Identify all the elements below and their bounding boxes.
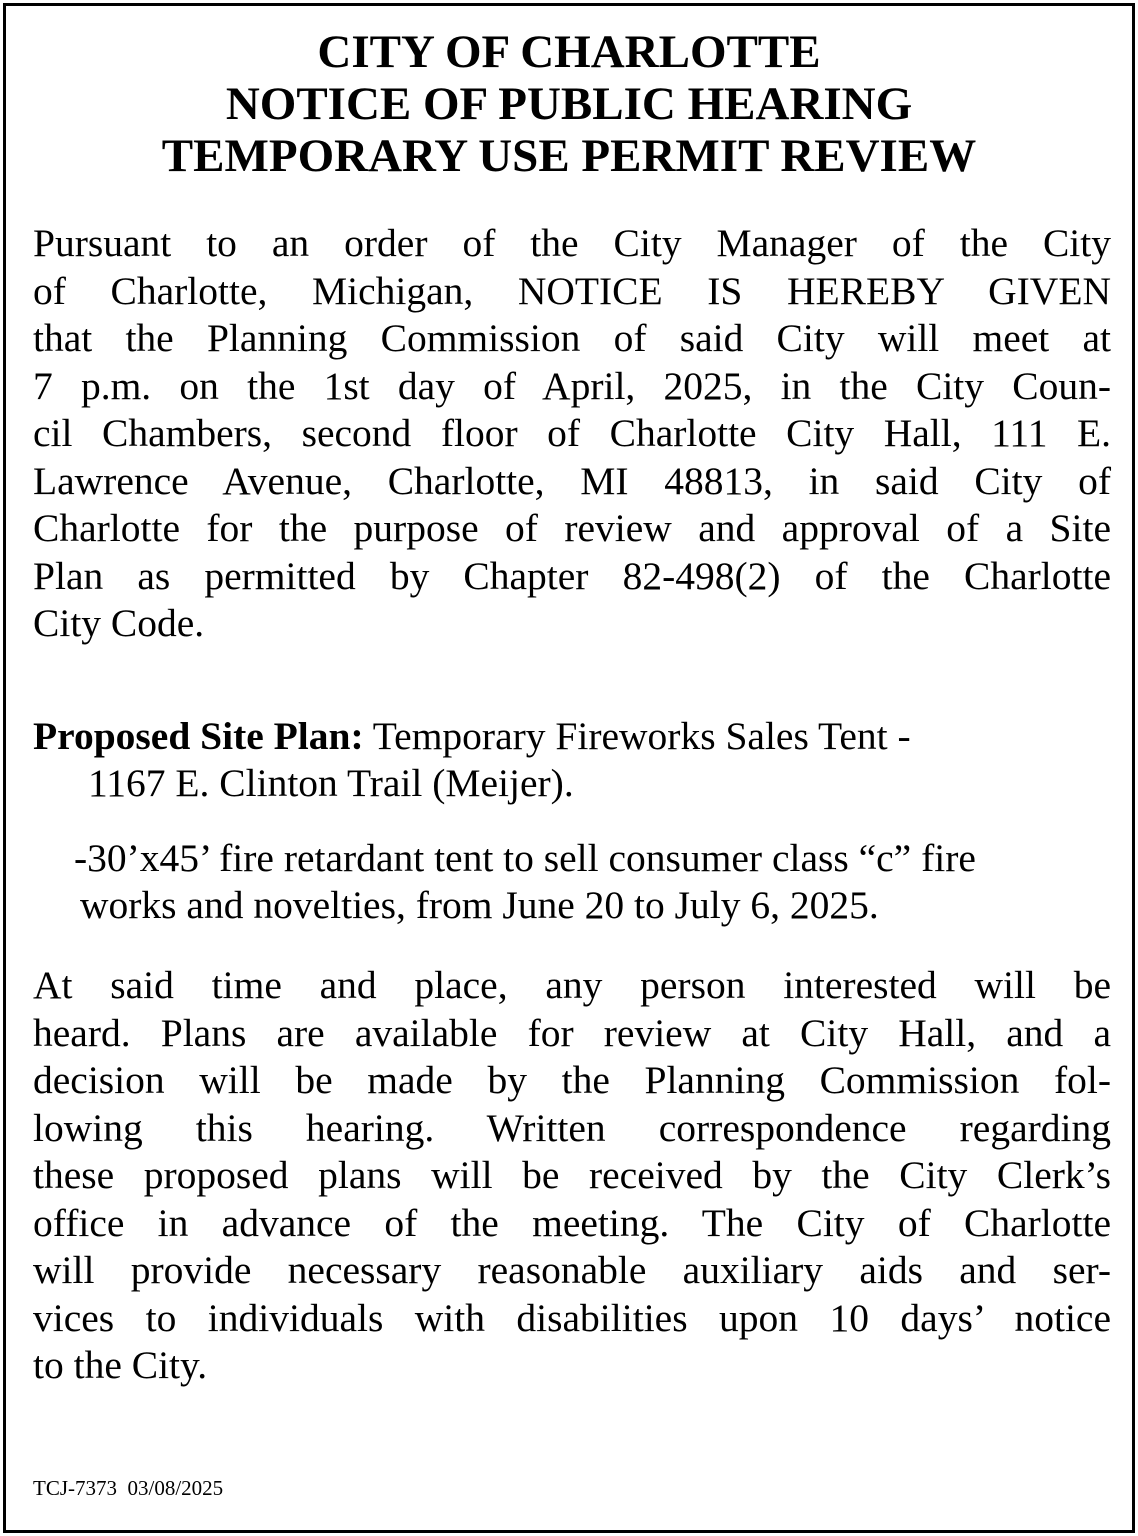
intro-line: Plan as permitted by Chapter 82-498(2) of the Charlotte	[33, 553, 1111, 598]
notice-header	[6, 26, 1132, 182]
hearing-line: will provide necessary reasonable auxiliary aids and ser-	[33, 1248, 1111, 1292]
header-line-1: CITY OF CHARLOTTE	[317, 26, 821, 78]
hearing-line: vices to individuals with disabilities upon 10 days’ notice	[33, 1295, 1111, 1340]
site-plan-address: 1167 E. Clinton Trail (Meijer).	[88, 761, 574, 805]
hearing-line: At said time and place, any person interested will be	[33, 963, 1111, 1007]
details-paragraph	[74, 835, 1104, 929]
intro-line: that the Planning Commission of said City will meet at	[33, 316, 1111, 360]
header-line-2: NOTICE OF PUBLIC HEARING	[225, 78, 913, 130]
intro-line: Charlotte for the purpose of review and approval of a Site	[33, 506, 1111, 550]
site-plan-line-1	[33, 713, 1111, 760]
details-line: works and novelties, from June 20 to July 6, 2025.	[80, 883, 879, 927]
hearing-line: lowing this hearing. Written correspondence regarding	[33, 1105, 1111, 1150]
intro-line: City Code.	[33, 601, 205, 645]
site-plan-label: Proposed Site Plan:	[33, 714, 364, 758]
intro-line: of Charlotte, Michigan, NOTICE IS HEREBY GIVEN	[33, 268, 1111, 313]
hearing-line: decision will be made by the Planning Commission fol-	[33, 1058, 1111, 1102]
hearing-line: heard. Plans are available for review at City Hall, and a	[33, 1010, 1111, 1055]
site-plan-paragraph	[33, 713, 1111, 807]
intro-paragraph	[33, 220, 1111, 648]
intro-line: Lawrence Avenue, Charlotte, MI 48813, in said City of	[33, 458, 1111, 503]
hearing-paragraph	[33, 962, 1111, 1390]
intro-line: 7 p.m. on the 1st day of April, 2025, in the City Coun-	[33, 363, 1111, 408]
site-plan-description: Temporary Fireworks Sales Tent -	[363, 714, 911, 758]
hearing-line: office in advance of the meeting. The City of Charlotte	[33, 1200, 1111, 1245]
header-line-3: TEMPORARY USE PERMIT REVIEW	[161, 130, 977, 182]
intro-line: Pursuant to an order of the City Manager of the City	[33, 221, 1111, 265]
hearing-line: these proposed plans will be received by the City Clerk’s	[33, 1153, 1111, 1197]
public-notice	[3, 3, 1135, 1533]
hearing-line: to the City.	[33, 1343, 208, 1387]
intro-line: cil Chambers, second floor of Charlotte City Hall, 111 E.	[33, 411, 1111, 455]
details-line: -30’x45’ fire retardant tent to sell consumer class “c” fire	[74, 836, 976, 880]
publication-code: TCJ-7373 03/08/2025	[33, 1476, 224, 1500]
